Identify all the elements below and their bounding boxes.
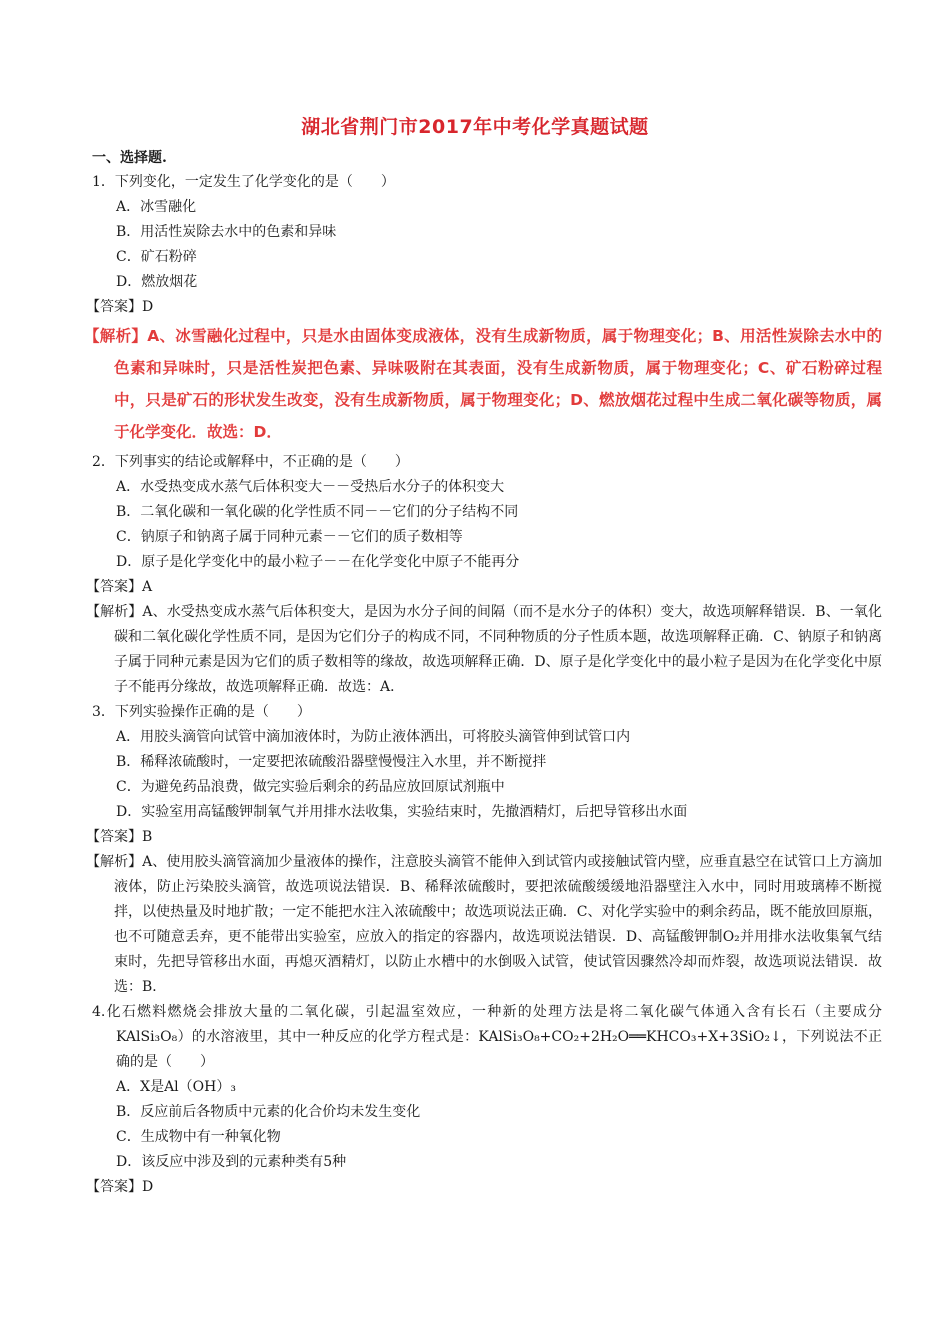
question-4 bbox=[86, 1000, 882, 1200]
exam-content bbox=[84, 146, 882, 1200]
question-3 bbox=[86, 700, 882, 1000]
answer: 【答案】D bbox=[86, 299, 154, 315]
option-b: B．二氧化碳和一氧化碳的化学性质不同－－它们的分子结构不同 bbox=[116, 504, 519, 520]
question-stem: 4.化石燃料燃烧会排放大量的二氧化碳，引起温室效应，一种新的处理方法是将二氧化碳气体通入含有长石（主要成分KAlSi₃O₈）的水溶液里，其中一种反应的化学方程式是：KAlSi₃O₈+CO₂+2H₂O══KHCO₃+X+3SiO₂↓，下列说法不正确的是（ ） bbox=[92, 1004, 882, 1070]
explanation: 【解析】A、使用胶头滴管滴加少量液体的操作，注意胶头滴管不能伸入到试管内或接触试管内壁，应垂直悬空在试管口上方滴加液体，防止污染胶头滴管，故选项说法错误．B、稀释浓硫酸时，要把浓硫酸缓缓地沿器壁注入水中，同时用玻璃棒不断搅拌，以使热量及时地扩散；一定不能把水注入浓硫酸中；故选项说法正确．C、对化学实验中的剩余药品，既不能放回原瓶，也不可随意丢弃，更不能带出实验室，应放入的指定的容器内，故选项说法错误．D、高锰酸钾制O₂并用排水法收集氧气结束时，先把导管移出水面，再熄灭酒精灯，以防止水槽中的水倒吸入试管，使试管因骤然冷却而炸裂，故选项说法错误．故选：B． bbox=[86, 854, 882, 995]
answer: 【答案】A bbox=[86, 579, 153, 595]
option-c: C．生成物中有一种氧化物 bbox=[116, 1129, 281, 1145]
option-d: D．实验室用高锰酸钾制氧气并用排水法收集，实验结束时，先撤酒精灯，后把导管移出水面 bbox=[116, 804, 688, 820]
option-d: D．该反应中涉及到的元素种类有5种 bbox=[116, 1154, 347, 1170]
question-stem: 3．下列实验操作正确的是（ ） bbox=[92, 704, 311, 720]
page-title: 湖北省荆门市2017年中考化学真题试题 bbox=[301, 116, 649, 138]
option-a: A．冰雪融化 bbox=[116, 199, 197, 215]
section-heading: 一、选择题. bbox=[92, 150, 167, 166]
option-d: D．原子是化学变化中的最小粒子－－在化学变化中原子不能再分 bbox=[116, 554, 520, 570]
question-1 bbox=[84, 170, 882, 448]
option-c: C．钠原子和钠离子属于同种元素－－它们的质子数相等 bbox=[116, 529, 463, 545]
option-a: A．水受热变成水蒸气后体积变大－－受热后水分子的体积变大 bbox=[116, 479, 505, 495]
question-stem: 2．下列事实的结论或解释中，不正确的是（ ） bbox=[92, 454, 409, 470]
option-a: A．用胶头滴管向试管中滴加液体时，为防止液体洒出，可将胶头滴管伸到试管口内 bbox=[116, 729, 631, 745]
explanation: 【解析】A、水受热变成水蒸气后体积变大，是因为水分子间的间隔（而不是水分子的体积）变大，故选项解释错误．B、一氧化碳和二氧化碳化学性质不同，是因为它们分子的构成不同，不同种物质的分子性质本题，故选项解释正确．C、钠原子和钠离子属于同种元素是因为它们的质子数相等的缘故，故选项解释正确．D、原子是化学变化中的最小粒子是因为在化学变化中原子不能再分缘故，故选项解释正确．故选：A． bbox=[86, 604, 882, 695]
option-a: A．X是Al（OH）₃ bbox=[116, 1079, 236, 1095]
option-b: B．反应前后各物质中元素的化合价均未发生变化 bbox=[116, 1104, 421, 1120]
option-c: C．为避免药品浪费，做完实验后剩余的药品应放回原试剂瓶中 bbox=[116, 779, 505, 795]
question-stem: 1．下列变化，一定发生了化学变化的是（ ） bbox=[92, 174, 395, 190]
answer: 【答案】D bbox=[86, 1179, 154, 1195]
option-b: B．用活性炭除去水中的色素和异味 bbox=[116, 224, 337, 240]
answer: 【答案】B bbox=[86, 829, 153, 845]
option-c: C．矿石粉碎 bbox=[116, 249, 197, 265]
option-d: D．燃放烟花 bbox=[116, 274, 198, 290]
option-b: B．稀释浓硫酸时，一定要把浓硫酸沿器壁慢慢注入水里，并不断搅拌 bbox=[116, 754, 547, 770]
question-2 bbox=[86, 450, 882, 700]
explanation: 【解析】A、冰雪融化过程中，只是水由固体变成液体，没有生成新物质，属于物理变化；B、用活性炭除去水中的色素和异味时，只是活性炭把色素、异味吸附在其表面，没有生成新物质，属于物理变化；C、矿石粉碎过程中，只是矿石的形状发生改变，没有生成新物质，属于物理变化；D、燃放烟花过程中生成二氧化碳等物质，属于化学变化．故选：D． bbox=[84, 327, 882, 441]
